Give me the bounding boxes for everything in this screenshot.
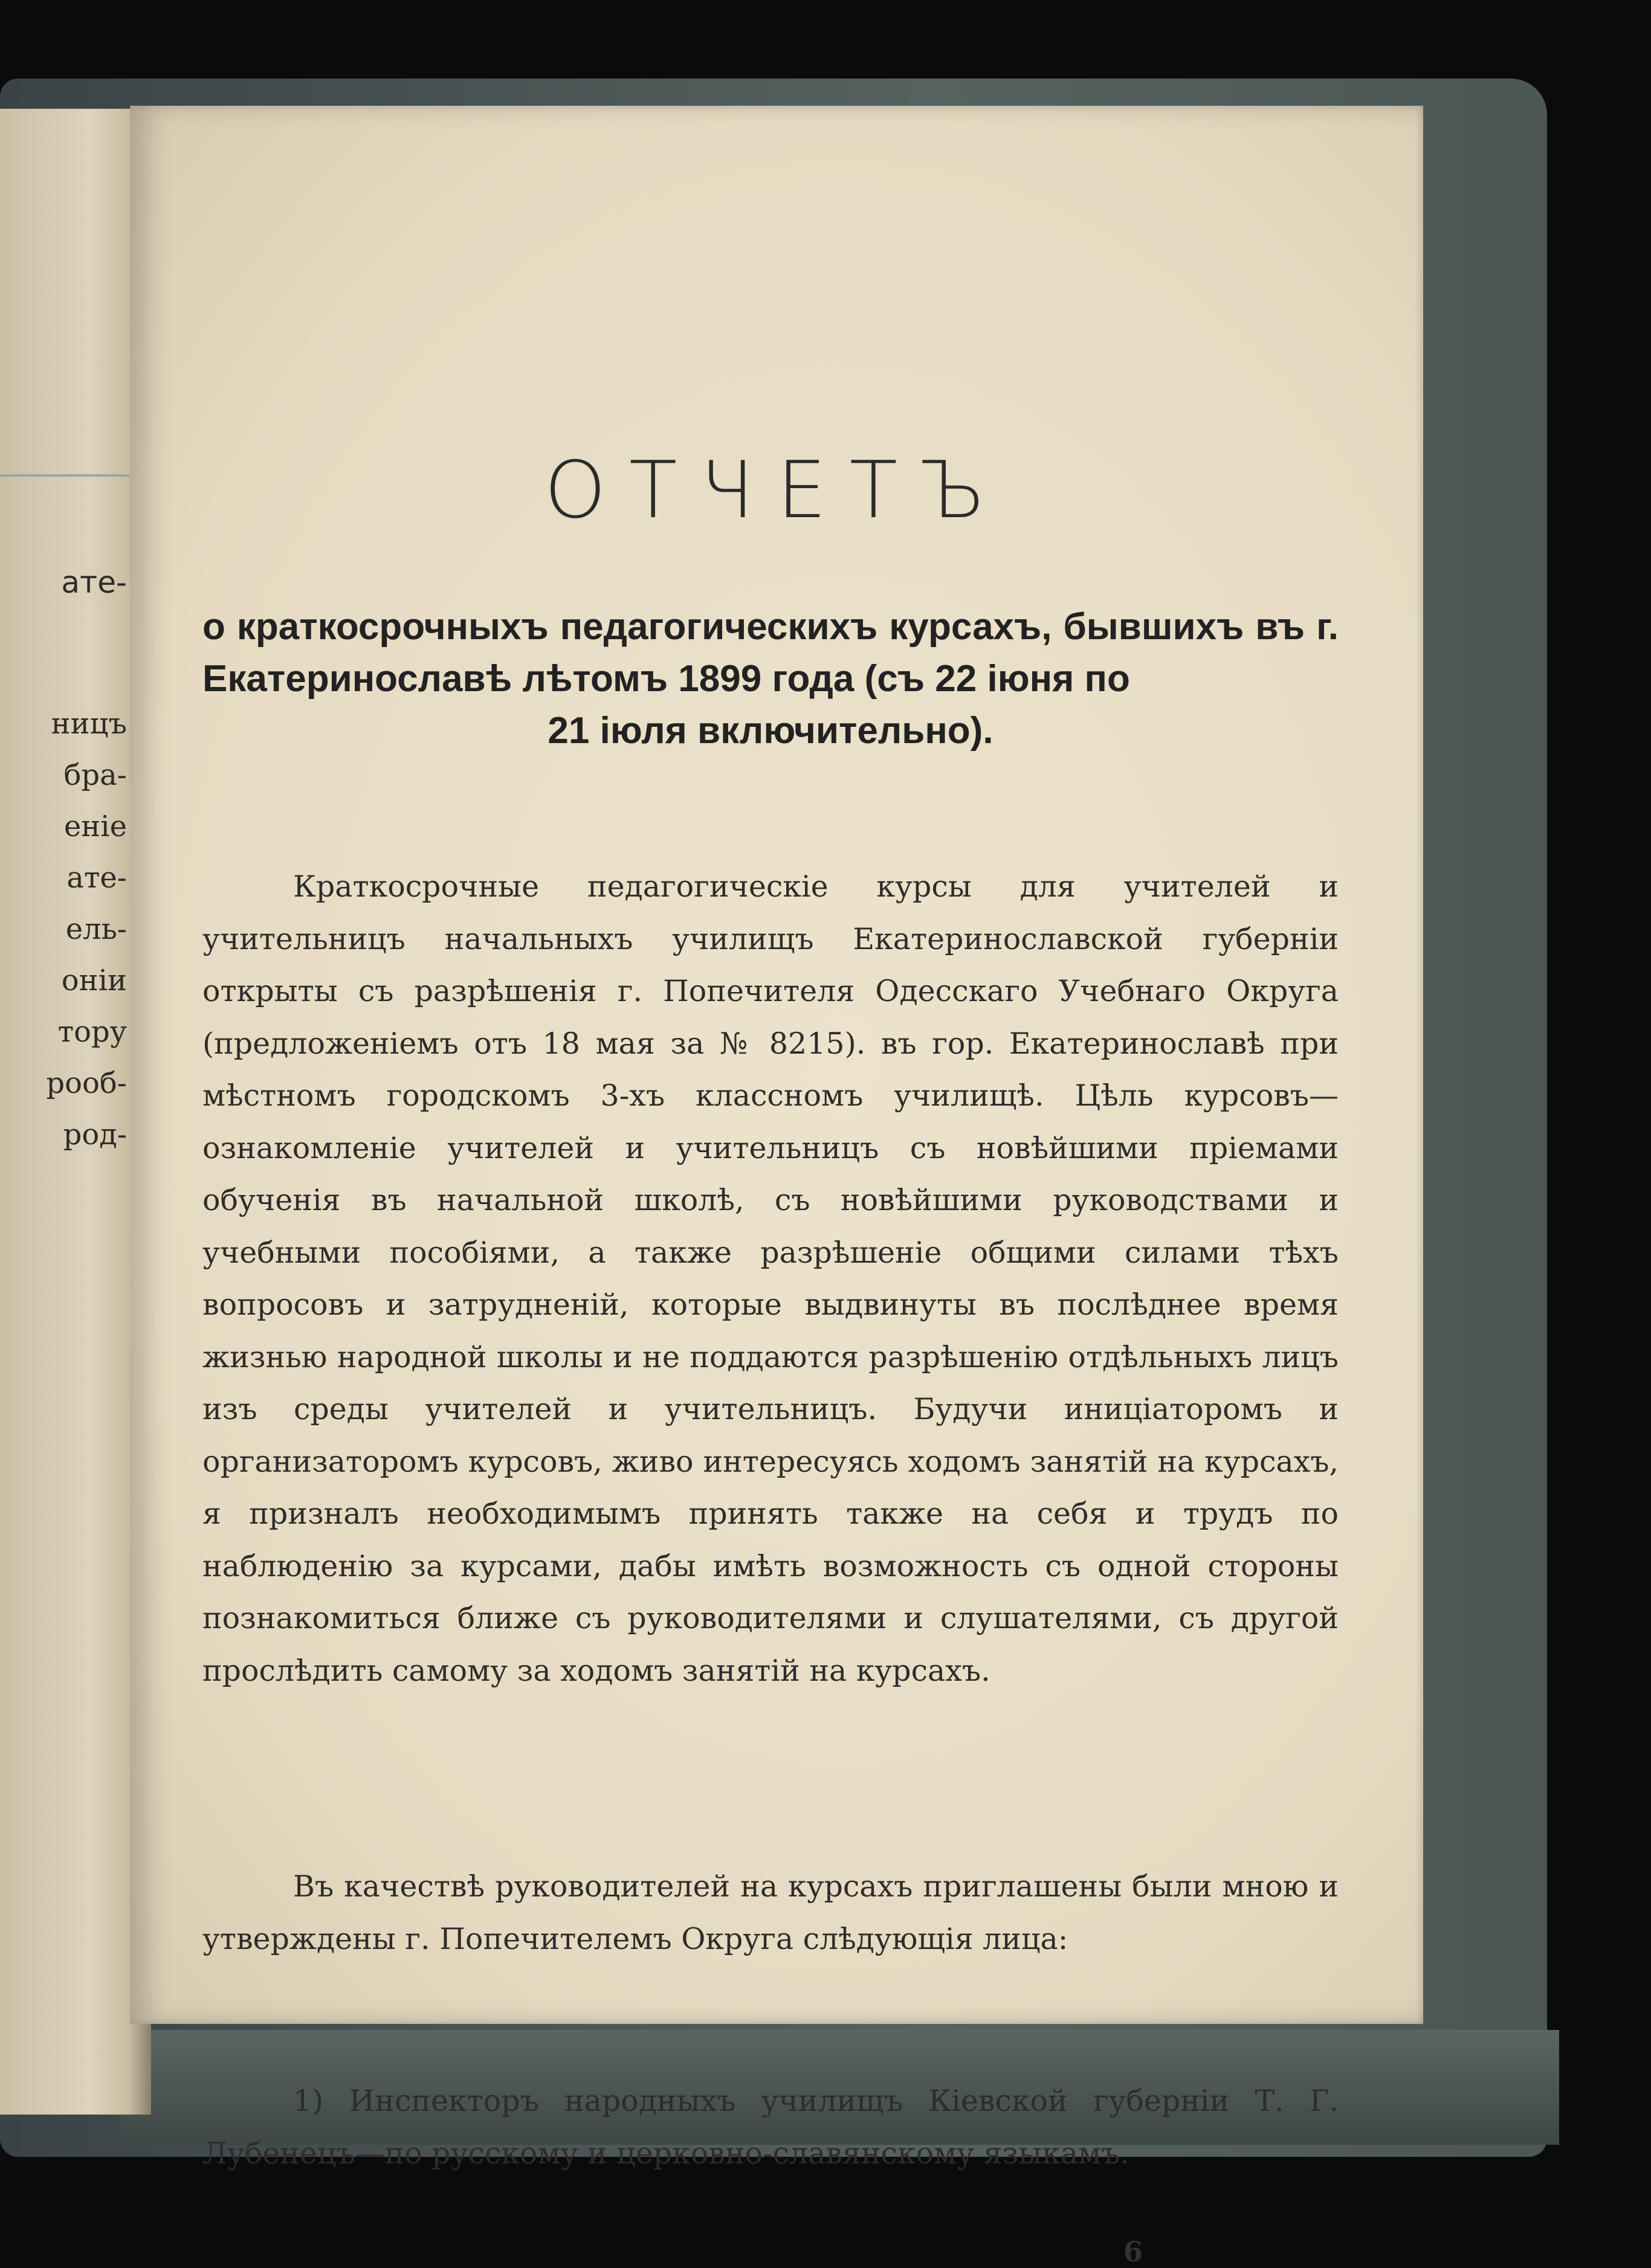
rule-line — [0, 474, 139, 477]
page-number: 6 — [1123, 2235, 1143, 2268]
left-page-fragment: род- — [63, 1118, 127, 1152]
subtitle-line: 21 іюля включительно). — [548, 710, 994, 752]
page-title: ОТЧЕТЪ — [544, 444, 1009, 536]
left-page-fragment: ель- — [65, 912, 127, 946]
left-page-fragment: рооб- — [46, 1066, 127, 1100]
page-subtitle — [202, 601, 1339, 757]
left-page-fragment: бра- — [63, 758, 127, 792]
left-page-fragment: ате- — [61, 565, 127, 600]
paragraph: Въ качествѣ руководителей на курсахъ приглашены были мною и утверждены г. Попечителемъ Округа слѣдующія лица: — [202, 1869, 1339, 1956]
right-page — [130, 106, 1423, 2024]
paragraph: Краткосрочные педагогическіе курсы для учителей и учительницъ начальныхъ училищъ Екатеринославской губерніи открыты съ разрѣшенія г. Попечителя Одесскаго Учебнаго Округа (предложеніемъ отъ 18 мая за № 8215). въ гор. Екатеринославѣ при мѣстномъ городскомъ 3-хъ классномъ училищѣ. Цѣль курсовъ—ознакомленіе учителей и учительницъ съ новѣйшими пріемами обученія въ начальной школѣ, съ новѣйшими руководствами и учебными пособіями, а также разрѣшеніе общими силами тѣхъ вопросовъ и затрудненій, которые выдвинуты въ послѣднее время жизнью народной школы и не поддаются разрѣшенію отдѣльныхъ лицъ изъ среды учителей и учительницъ. Будучи иниціаторомъ и организаторомъ курсовъ, живо интересуясь ходомъ занятій на курсахъ, я призналъ необходимымъ принять также на себя и трудъ по наблюденію за курсами, дабы имѣть возможность съ одной стороны познакомиться ближе съ руководителями и слушателями, съ другой прослѣдить самому за ходомъ занятій на курсахъ. — [202, 869, 1339, 1688]
left-page-fragment: еніе — [63, 810, 127, 843]
left-page-fragment: тору — [57, 1015, 127, 1049]
left-page-fragment: оніи — [61, 964, 127, 997]
subtitle-line: о краткосрочныхъ педагогическихъ курсахъ, бывшихъ въ г. Екатеринославѣ лѣтомъ 1899 года (съ 22 іюня по — [202, 606, 1339, 700]
left-page-fragment: ницъ — [51, 707, 127, 741]
paragraph: 1) Инспекторъ народныхъ училищъ Кіевской губерніи Т. Г. Лубенецъ—по русскому и церковно-славянскому языкамъ. — [202, 2084, 1339, 2171]
left-page-fragment: ате- — [66, 861, 127, 895]
left-page — [0, 109, 151, 2115]
